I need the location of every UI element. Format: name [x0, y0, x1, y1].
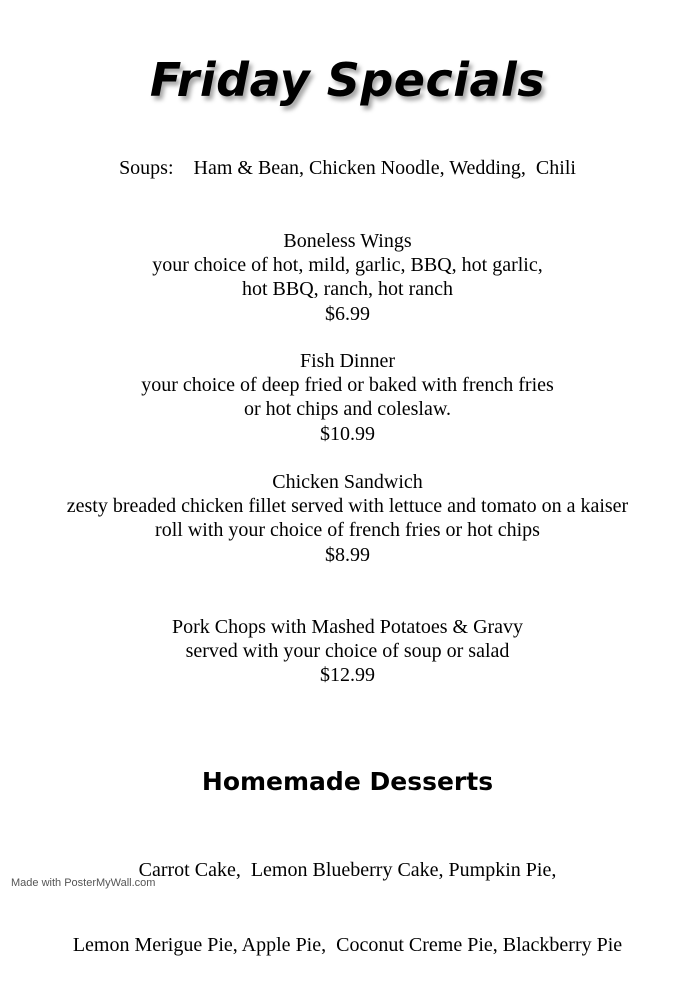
desserts-list — [0, 808, 695, 983]
special-description-line: or hot chips and coleslaw. — [244, 398, 451, 421]
special-fish-dinner — [0, 349, 695, 446]
special-price: $10.99 — [320, 422, 375, 445]
desserts-line: Lemon Merigue Pie, Apple Pie, Coconut Creme Pie, Blackberry Pie — [72, 934, 623, 956]
watermark-text: Made with PosterMyWall.com — [11, 877, 156, 889]
special-name: Boneless Wings — [283, 230, 412, 252]
page-title: Friday Specials — [149, 53, 546, 107]
special-price: $6.99 — [325, 302, 370, 325]
special-description-line: hot BBQ, ranch, hot ranch — [241, 278, 454, 301]
special-pork-chops — [0, 615, 695, 688]
special-description-line: your choice of deep fried or baked with french fries — [141, 374, 554, 397]
special-name: Fish Dinner — [300, 350, 395, 372]
special-boneless-wings — [0, 229, 695, 326]
soups-line: Soups: Ham & Bean, Chicken Noodle, Wedding, Chili — [119, 157, 576, 179]
special-name: Pork Chops with Mashed Potatoes & Gravy — [171, 616, 524, 638]
special-description-line: roll with your choice of french fries or hot chips — [155, 519, 540, 542]
special-description-line: your choice of hot, mild, garlic, BBQ, hot garlic, — [152, 254, 543, 277]
special-chicken-sandwich — [0, 470, 695, 567]
special-price: $8.99 — [325, 543, 370, 566]
special-description-line: served with your choice of soup or salad — [185, 640, 510, 663]
desserts-heading: Homemade Desserts — [201, 767, 494, 796]
desserts-line: Carrot Cake, Lemon Blueberry Cake, Pumpkin Pie, — [138, 859, 557, 881]
special-name: Chicken Sandwich — [272, 471, 423, 493]
special-description-line: zesty breaded chicken fillet served with lettuce and tomato on a kaiser — [66, 495, 629, 518]
special-price: $12.99 — [320, 664, 375, 687]
